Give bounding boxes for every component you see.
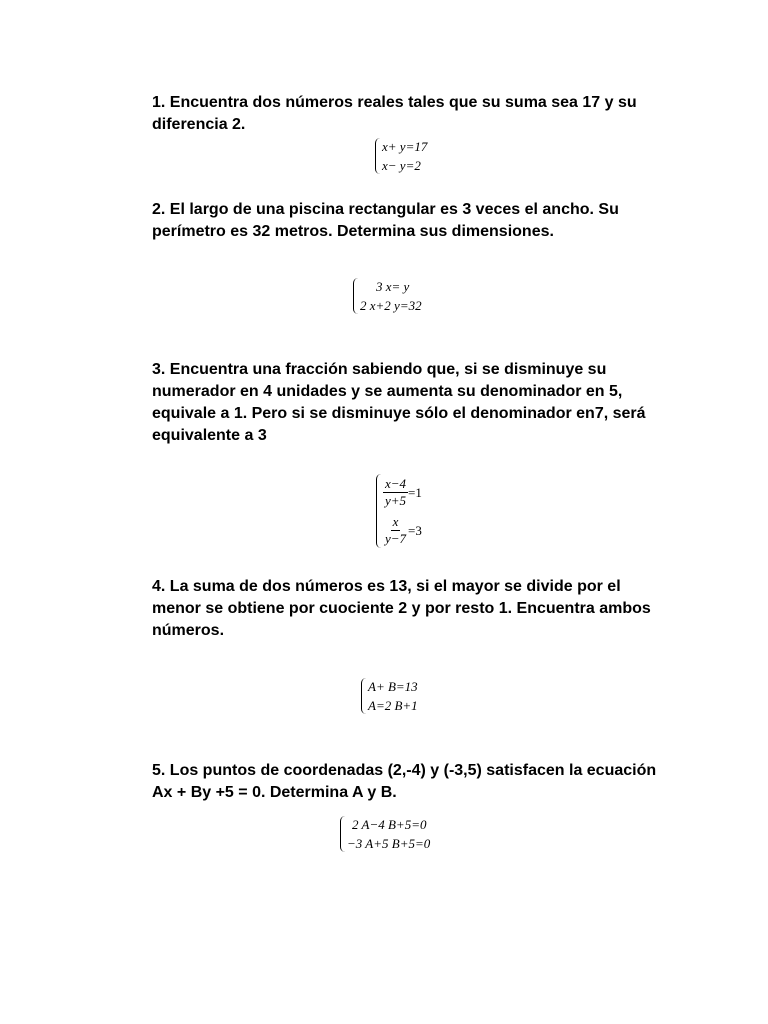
fraction-2 [383,514,408,547]
equation-1: 3 x= y [376,279,410,294]
fraction-1-rhs: =1 [408,484,422,500]
problem-2-statement: 2. El largo de una piscina rectangular es 3 veces el ancho. Su perímetro es 32 metros. Determina sus dimensiones. [152,201,619,240]
fraction-2-rhs: =3 [408,522,422,538]
problem-5-statement: 5. Los puntos de coordenadas (2,-4) y (-3,5) satisfacen la ecuación Ax + By +5 = 0. Determina A y B. [152,762,657,801]
fraction-2-numerator: x [392,513,399,529]
equation-1: 2 A−4 B+5=0 [352,817,427,832]
equation-1: x+ y=17 [382,139,428,154]
left-brace [375,138,380,174]
equation-2: 2 x+2 y=32 [360,298,422,313]
equation-1: A+ B=13 [368,679,418,694]
fraction-1-denominator: y+5 [385,492,407,508]
problem-3-statement: 3. Encuentra una fracción sabiendo que, si se disminuye su numerador en 4 unidades y se aumenta su denominador en 5, equivale a 1. Pero si se disminuye sólo el denominador en7, será equivalente a 3 [152,361,646,444]
fraction-2-denominator: y−7 [385,530,407,546]
problem-4-statement: 4. La suma de dos números es 13, si el mayor se divide por el menor se obtiene por cuociente 2 y por resto 1. Encuentra ambos números. [152,578,651,639]
equation-2: x− y=2 [382,158,421,173]
fraction-1 [383,476,408,509]
left-brace [361,678,366,714]
problem-2-equation-system [353,277,422,315]
fraction-equation-2 [383,511,422,549]
problem-4-equation-system [361,677,418,715]
problem-3-equation-system [376,473,422,549]
fraction-1-numerator: x−4 [385,475,407,491]
problem-1-statement: 1. Encuentra dos números reales tales que su suma sea 17 y su diferencia 2. [152,94,637,133]
left-brace [376,474,381,548]
fraction-equation-1 [383,473,422,511]
problem-1-equation-system [375,137,427,175]
problem-5-equation-system [340,815,430,853]
equation-2: A=2 B+1 [368,698,418,713]
left-brace [353,278,358,314]
equation-2: −3 A+5 B+5=0 [347,836,431,851]
left-brace [340,816,345,852]
